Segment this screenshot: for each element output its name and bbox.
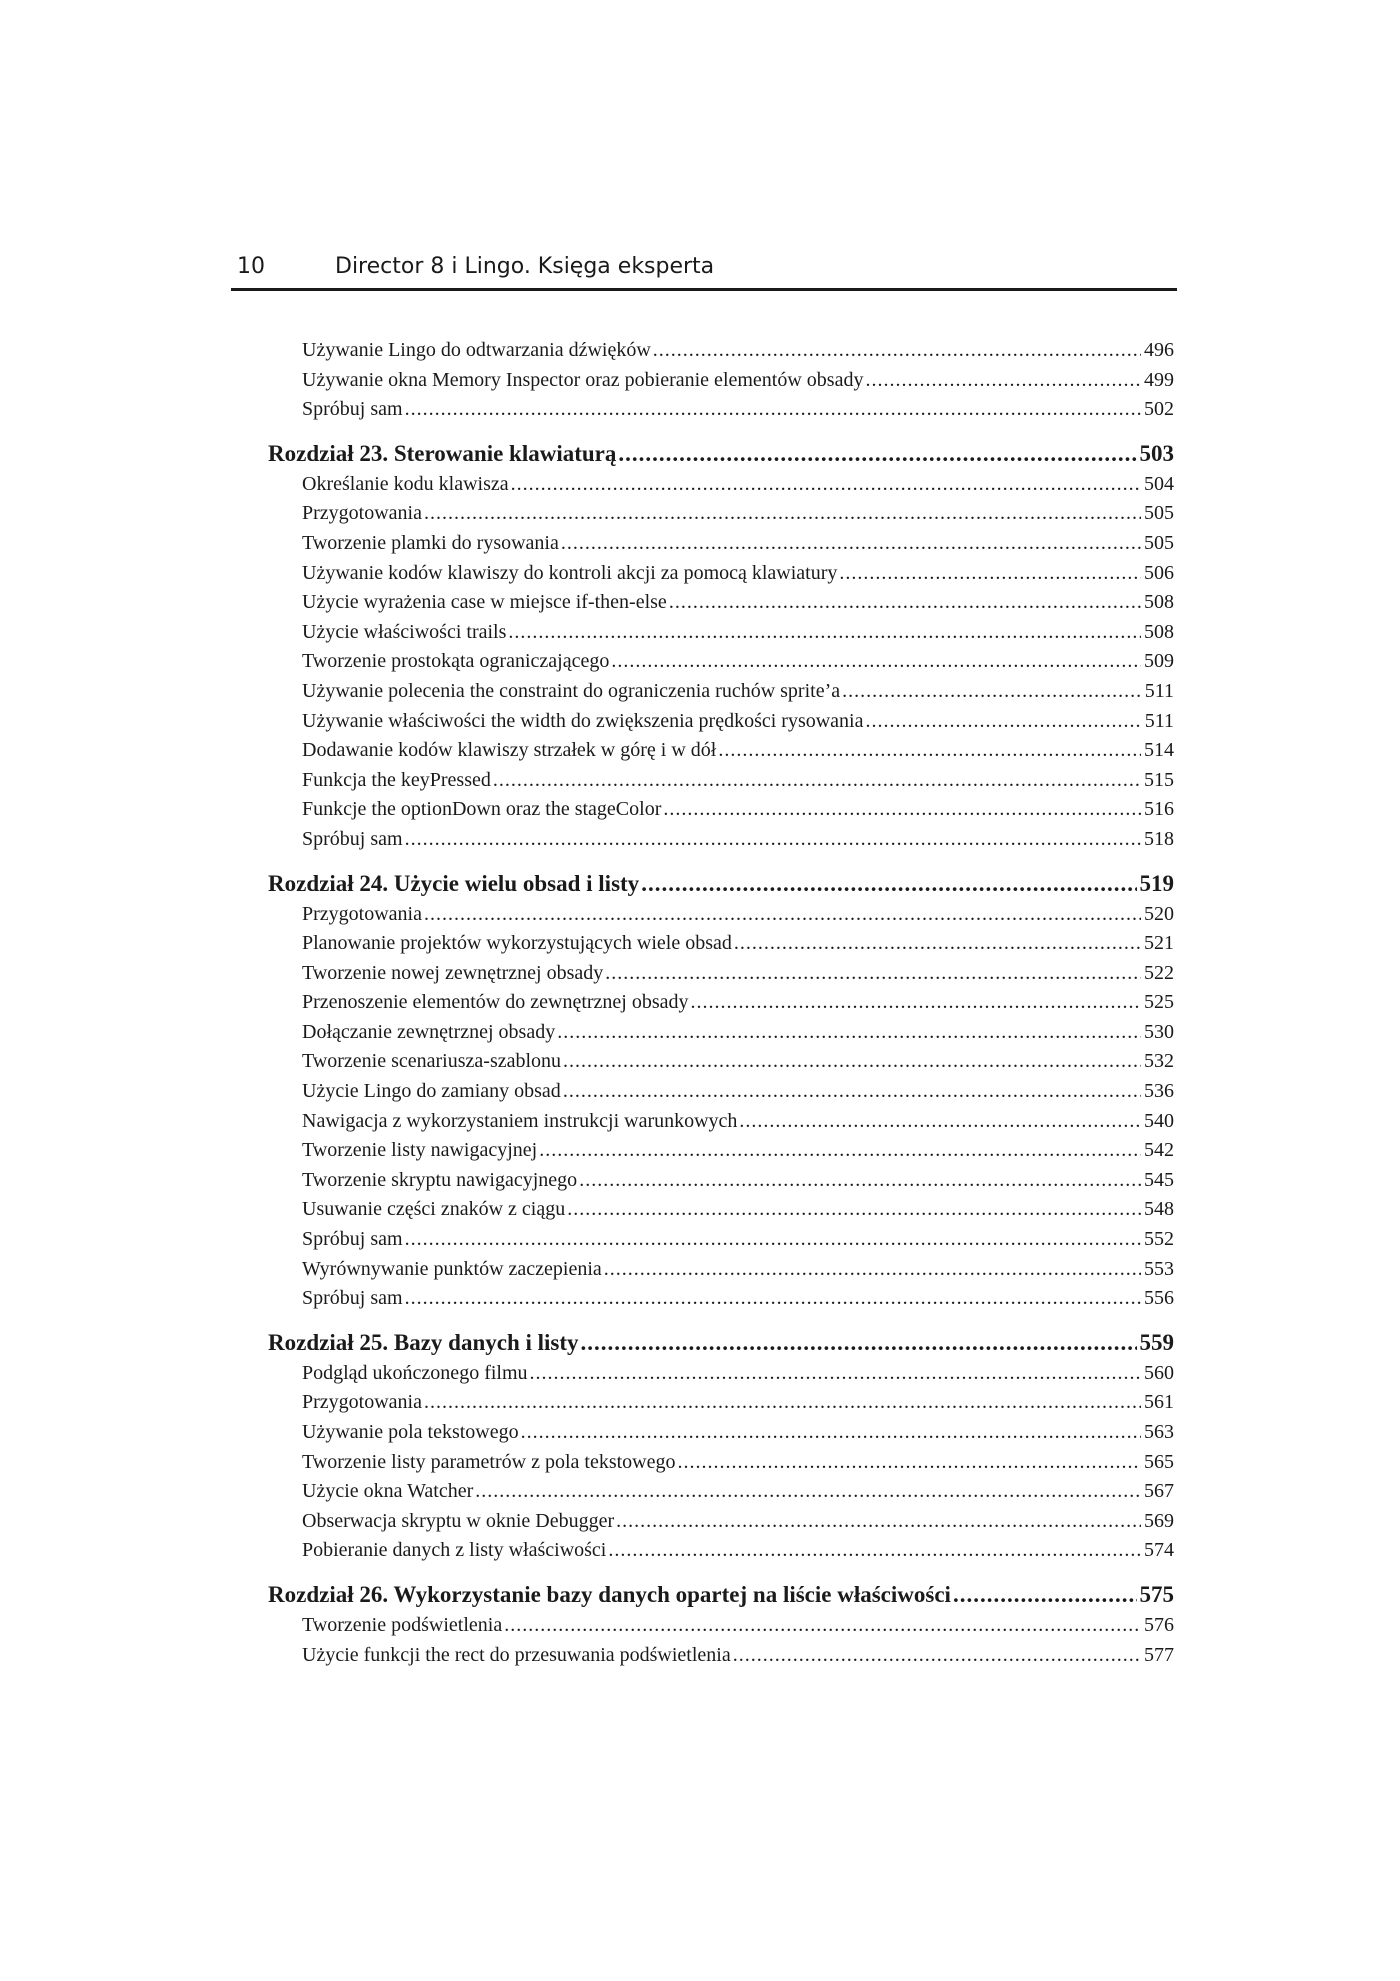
toc-entry[interactable] xyxy=(268,1448,1174,1478)
toc-entry[interactable] xyxy=(268,795,1174,825)
dot-leader xyxy=(663,795,1141,825)
entry-page: 511 xyxy=(1144,709,1174,732)
entry-page: 556 xyxy=(1144,1287,1174,1310)
entry-title: Używanie polecenia the constraint do ograniczenia ruchów sprite’a xyxy=(302,679,841,702)
entry-page: 505 xyxy=(1144,502,1174,525)
entry-title: Tworzenie scenariusza-szablonu xyxy=(302,1050,562,1073)
toc-entry[interactable] xyxy=(268,1507,1174,1537)
entry-page: 577 xyxy=(1144,1643,1174,1666)
dot-leader xyxy=(739,1107,1141,1137)
dot-leader xyxy=(581,1326,1137,1359)
entry-page: 518 xyxy=(1144,827,1174,850)
toc-entry[interactable] xyxy=(268,1107,1174,1137)
toc-entry[interactable] xyxy=(268,588,1174,618)
toc-entry[interactable] xyxy=(268,1611,1174,1641)
chapter-page: 519 xyxy=(1139,870,1174,896)
entry-page: 576 xyxy=(1144,1613,1174,1636)
entry-page: 521 xyxy=(1144,932,1174,955)
chapter-24 xyxy=(268,867,1174,1314)
dot-leader xyxy=(866,707,1142,737)
dot-leader xyxy=(653,336,1141,366)
dot-leader xyxy=(405,1225,1141,1255)
chapter-22-continuation xyxy=(268,336,1174,425)
entry-title: Spróbuj sam xyxy=(302,827,403,850)
chapter-page: 575 xyxy=(1139,1581,1174,1607)
entry-page: 511 xyxy=(1144,679,1174,702)
toc-entry[interactable] xyxy=(268,707,1174,737)
dot-leader xyxy=(839,559,1141,589)
entry-title: Tworzenie skryptu nawigacyjnego xyxy=(302,1168,578,1191)
dot-leader xyxy=(616,1507,1141,1537)
entry-title: Spróbuj sam xyxy=(302,398,403,421)
dot-leader xyxy=(475,1477,1141,1507)
entry-title: Użycie wyrażenia case w miejsce if-then-else xyxy=(302,591,667,614)
toc-entry[interactable] xyxy=(268,825,1174,855)
entry-title: Tworzenie plamki do rysowania xyxy=(302,531,559,554)
dot-leader xyxy=(530,1359,1141,1389)
dot-leader xyxy=(842,677,1142,707)
entry-page: 520 xyxy=(1144,902,1174,925)
entry-page: 560 xyxy=(1144,1361,1174,1384)
dot-leader xyxy=(563,1077,1141,1107)
entry-page: 542 xyxy=(1144,1139,1174,1162)
dot-leader xyxy=(493,766,1141,796)
entry-title: Używanie okna Memory Inspector oraz pobieranie elementów obsady xyxy=(302,368,864,391)
dot-leader xyxy=(734,929,1141,959)
entry-page: 536 xyxy=(1144,1080,1174,1103)
page-header xyxy=(231,252,1177,291)
page-number: 10 xyxy=(237,254,265,279)
chapter-page: 559 xyxy=(1139,1329,1174,1355)
dot-leader xyxy=(508,618,1141,648)
toc-entry[interactable] xyxy=(268,1047,1174,1077)
entry-title: Pobieranie danych z listy właściwości xyxy=(302,1539,607,1562)
chapter-title: Rozdział 23. Sterowanie klawiaturą xyxy=(268,440,617,466)
toc-entry[interactable] xyxy=(268,1284,1174,1314)
dot-leader xyxy=(608,1536,1141,1566)
entry-page: 504 xyxy=(1144,472,1174,495)
dot-leader xyxy=(953,1578,1137,1611)
entry-title: Użycie funkcji the rect do przesuwania podświetlenia xyxy=(302,1643,731,1666)
toc-entry[interactable] xyxy=(268,1018,1174,1048)
entry-title: Planowanie projektów wykorzystujących wiele obsad xyxy=(302,932,732,955)
dot-leader xyxy=(405,825,1141,855)
toc-entry[interactable] xyxy=(268,366,1174,396)
entry-title: Używanie Lingo do odtwarzania dźwięków xyxy=(302,339,651,361)
toc-entry[interactable] xyxy=(268,1166,1174,1196)
toc-entry[interactable] xyxy=(268,336,1174,366)
chapter-23 xyxy=(268,437,1174,855)
entry-title: Dołączanie zewnętrznej obsady xyxy=(302,1020,556,1043)
chapter-page: 503 xyxy=(1139,440,1174,466)
toc-entry[interactable] xyxy=(268,499,1174,529)
entry-title: Użycie Lingo do zamiany obsad xyxy=(302,1080,561,1103)
toc-entry[interactable] xyxy=(268,1136,1174,1166)
entry-page: 540 xyxy=(1144,1109,1174,1132)
chapter-25 xyxy=(268,1326,1174,1566)
chapter-heading[interactable] xyxy=(268,1578,1174,1611)
entry-page: 508 xyxy=(1144,620,1174,643)
entry-page: 545 xyxy=(1144,1168,1174,1191)
toc-entry[interactable] xyxy=(268,1536,1174,1566)
entry-title: Używanie kodów klawiszy do kontroli akcji za pomocą klawiatury xyxy=(302,561,838,584)
entry-page: 574 xyxy=(1144,1539,1174,1562)
toc-entry[interactable] xyxy=(268,766,1174,796)
dot-leader xyxy=(611,647,1141,677)
entry-title: Użycie właściwości trails xyxy=(302,620,507,643)
toc-entry[interactable] xyxy=(268,959,1174,989)
toc-entry[interactable] xyxy=(268,677,1174,707)
dot-leader xyxy=(424,499,1141,529)
toc-entry[interactable] xyxy=(268,1388,1174,1418)
toc-entry[interactable] xyxy=(268,1418,1174,1448)
toc-entry[interactable] xyxy=(268,1195,1174,1225)
toc-entry[interactable] xyxy=(268,1255,1174,1285)
dot-leader xyxy=(579,1166,1141,1196)
dot-leader xyxy=(641,867,1136,900)
toc-entry[interactable] xyxy=(268,1359,1174,1389)
entry-title: Usuwanie części znaków z ciągu xyxy=(302,1198,566,1221)
entry-title: Wyrównywanie punktów zaczepienia xyxy=(302,1257,602,1280)
entry-page: 516 xyxy=(1144,798,1174,821)
book-title: Director 8 i Lingo. Księga eksperta xyxy=(335,254,715,279)
entry-title: Funkcja the keyPressed xyxy=(302,768,491,791)
chapter-title: Rozdział 25. Bazy danych i listy xyxy=(268,1329,579,1355)
entry-page: 502 xyxy=(1144,398,1174,421)
entry-title: Określanie kodu klawisza xyxy=(302,472,509,495)
dot-leader xyxy=(521,1418,1141,1448)
dot-leader xyxy=(604,1255,1141,1285)
entry-page: 532 xyxy=(1144,1050,1174,1073)
entry-page: 514 xyxy=(1144,739,1174,762)
toc-entry[interactable] xyxy=(268,559,1174,589)
entry-title: Użycie okna Watcher xyxy=(302,1480,474,1503)
dot-leader xyxy=(539,1136,1141,1166)
entry-page: 548 xyxy=(1144,1198,1174,1221)
toc-entry[interactable] xyxy=(268,1077,1174,1107)
toc-entry[interactable] xyxy=(268,618,1174,648)
entry-title: Przenoszenie elementów do zewnętrznej obsady xyxy=(302,991,689,1014)
dot-leader xyxy=(865,366,1141,396)
entry-page: 505 xyxy=(1144,531,1174,554)
table-of-contents xyxy=(268,336,1174,1670)
entry-title: Tworzenie prostokąta ograniczającego xyxy=(302,650,610,673)
entry-title: Dodawanie kodów klawiszy strzałek w górę i w dół xyxy=(302,739,717,762)
entry-page: 508 xyxy=(1144,591,1174,614)
entry-title: Tworzenie podświetlenia xyxy=(302,1613,503,1636)
chapter-title: Rozdział 24. Użycie wielu obsad i listy xyxy=(268,870,640,896)
entry-page: 515 xyxy=(1144,768,1174,791)
dot-leader xyxy=(405,395,1141,425)
dot-leader xyxy=(691,988,1141,1018)
entry-title: Przygotowania xyxy=(302,502,422,525)
entry-page: 522 xyxy=(1144,961,1174,984)
entry-page: 506 xyxy=(1144,561,1174,584)
entry-title: Przygotowania xyxy=(302,1391,422,1414)
toc-entry[interactable] xyxy=(268,470,1174,500)
toc-entry[interactable] xyxy=(268,529,1174,559)
entry-title: Używanie właściwości the width do zwiększenia prędkości rysowania xyxy=(302,709,864,732)
entry-page: 525 xyxy=(1144,991,1174,1014)
dot-leader xyxy=(405,1284,1141,1314)
toc-entry[interactable] xyxy=(268,736,1174,766)
dot-leader xyxy=(557,1018,1141,1048)
toc-entry[interactable] xyxy=(268,1641,1174,1671)
dot-leader xyxy=(563,1047,1141,1077)
entry-title: Używanie pola tekstowego xyxy=(302,1421,519,1443)
toc-entry[interactable] xyxy=(268,1477,1174,1507)
entry-title: Obserwacja skryptu w oknie Debugger xyxy=(302,1509,615,1532)
entry-page: 569 xyxy=(1144,1509,1174,1532)
entry-title: Spróbuj sam xyxy=(302,1228,403,1251)
entry-title: Nawigacja z wykorzystaniem instrukcji warunkowych xyxy=(302,1109,738,1132)
entry-page: 565 xyxy=(1144,1450,1174,1473)
entry-title: Funkcje the optionDown oraz the stageColor xyxy=(302,798,662,821)
entry-page: 530 xyxy=(1144,1020,1174,1043)
chapter-26 xyxy=(268,1578,1174,1670)
dot-leader xyxy=(733,1641,1141,1671)
toc-entry[interactable] xyxy=(268,900,1174,930)
chapter-heading[interactable] xyxy=(268,867,1174,900)
entry-title: Przygotowania xyxy=(302,902,422,925)
entry-page: 509 xyxy=(1144,650,1174,673)
dot-leader xyxy=(618,437,1136,470)
dot-leader xyxy=(424,1388,1141,1418)
entry-page: 552 xyxy=(1144,1228,1174,1251)
chapter-heading[interactable] xyxy=(268,1326,1174,1359)
dot-leader xyxy=(561,529,1141,559)
entry-page: 553 xyxy=(1144,1257,1174,1280)
dot-leader xyxy=(677,1448,1141,1478)
chapter-heading[interactable] xyxy=(268,437,1174,470)
entry-title: Tworzenie listy nawigacyjnej xyxy=(302,1139,538,1162)
entry-title: Tworzenie nowej zewnętrznej obsady xyxy=(302,961,604,984)
dot-leader xyxy=(424,900,1141,930)
dot-leader xyxy=(605,959,1141,989)
entry-title: Podgląd ukończonego filmu xyxy=(302,1361,528,1384)
dot-leader xyxy=(718,736,1141,766)
entry-page: 561 xyxy=(1144,1391,1174,1414)
dot-leader xyxy=(504,1611,1141,1641)
dot-leader xyxy=(567,1195,1141,1225)
toc-entry[interactable] xyxy=(268,929,1174,959)
entry-page: 563 xyxy=(1144,1421,1174,1443)
entry-title: Spróbuj sam xyxy=(302,1287,403,1310)
entry-page: 496 xyxy=(1144,339,1174,361)
toc-entry[interactable] xyxy=(268,395,1174,425)
toc-entry[interactable] xyxy=(268,1225,1174,1255)
dot-leader xyxy=(511,470,1141,500)
dot-leader xyxy=(669,588,1141,618)
entry-title: Tworzenie listy parametrów z pola tekstowego xyxy=(302,1450,676,1473)
entry-page: 567 xyxy=(1144,1480,1174,1503)
toc-entry[interactable] xyxy=(268,647,1174,677)
chapter-title: Rozdział 26. Wykorzystanie bazy danych opartej na liście właściwości xyxy=(268,1581,951,1607)
entry-page: 499 xyxy=(1144,368,1174,391)
toc-entry[interactable] xyxy=(268,988,1174,1018)
